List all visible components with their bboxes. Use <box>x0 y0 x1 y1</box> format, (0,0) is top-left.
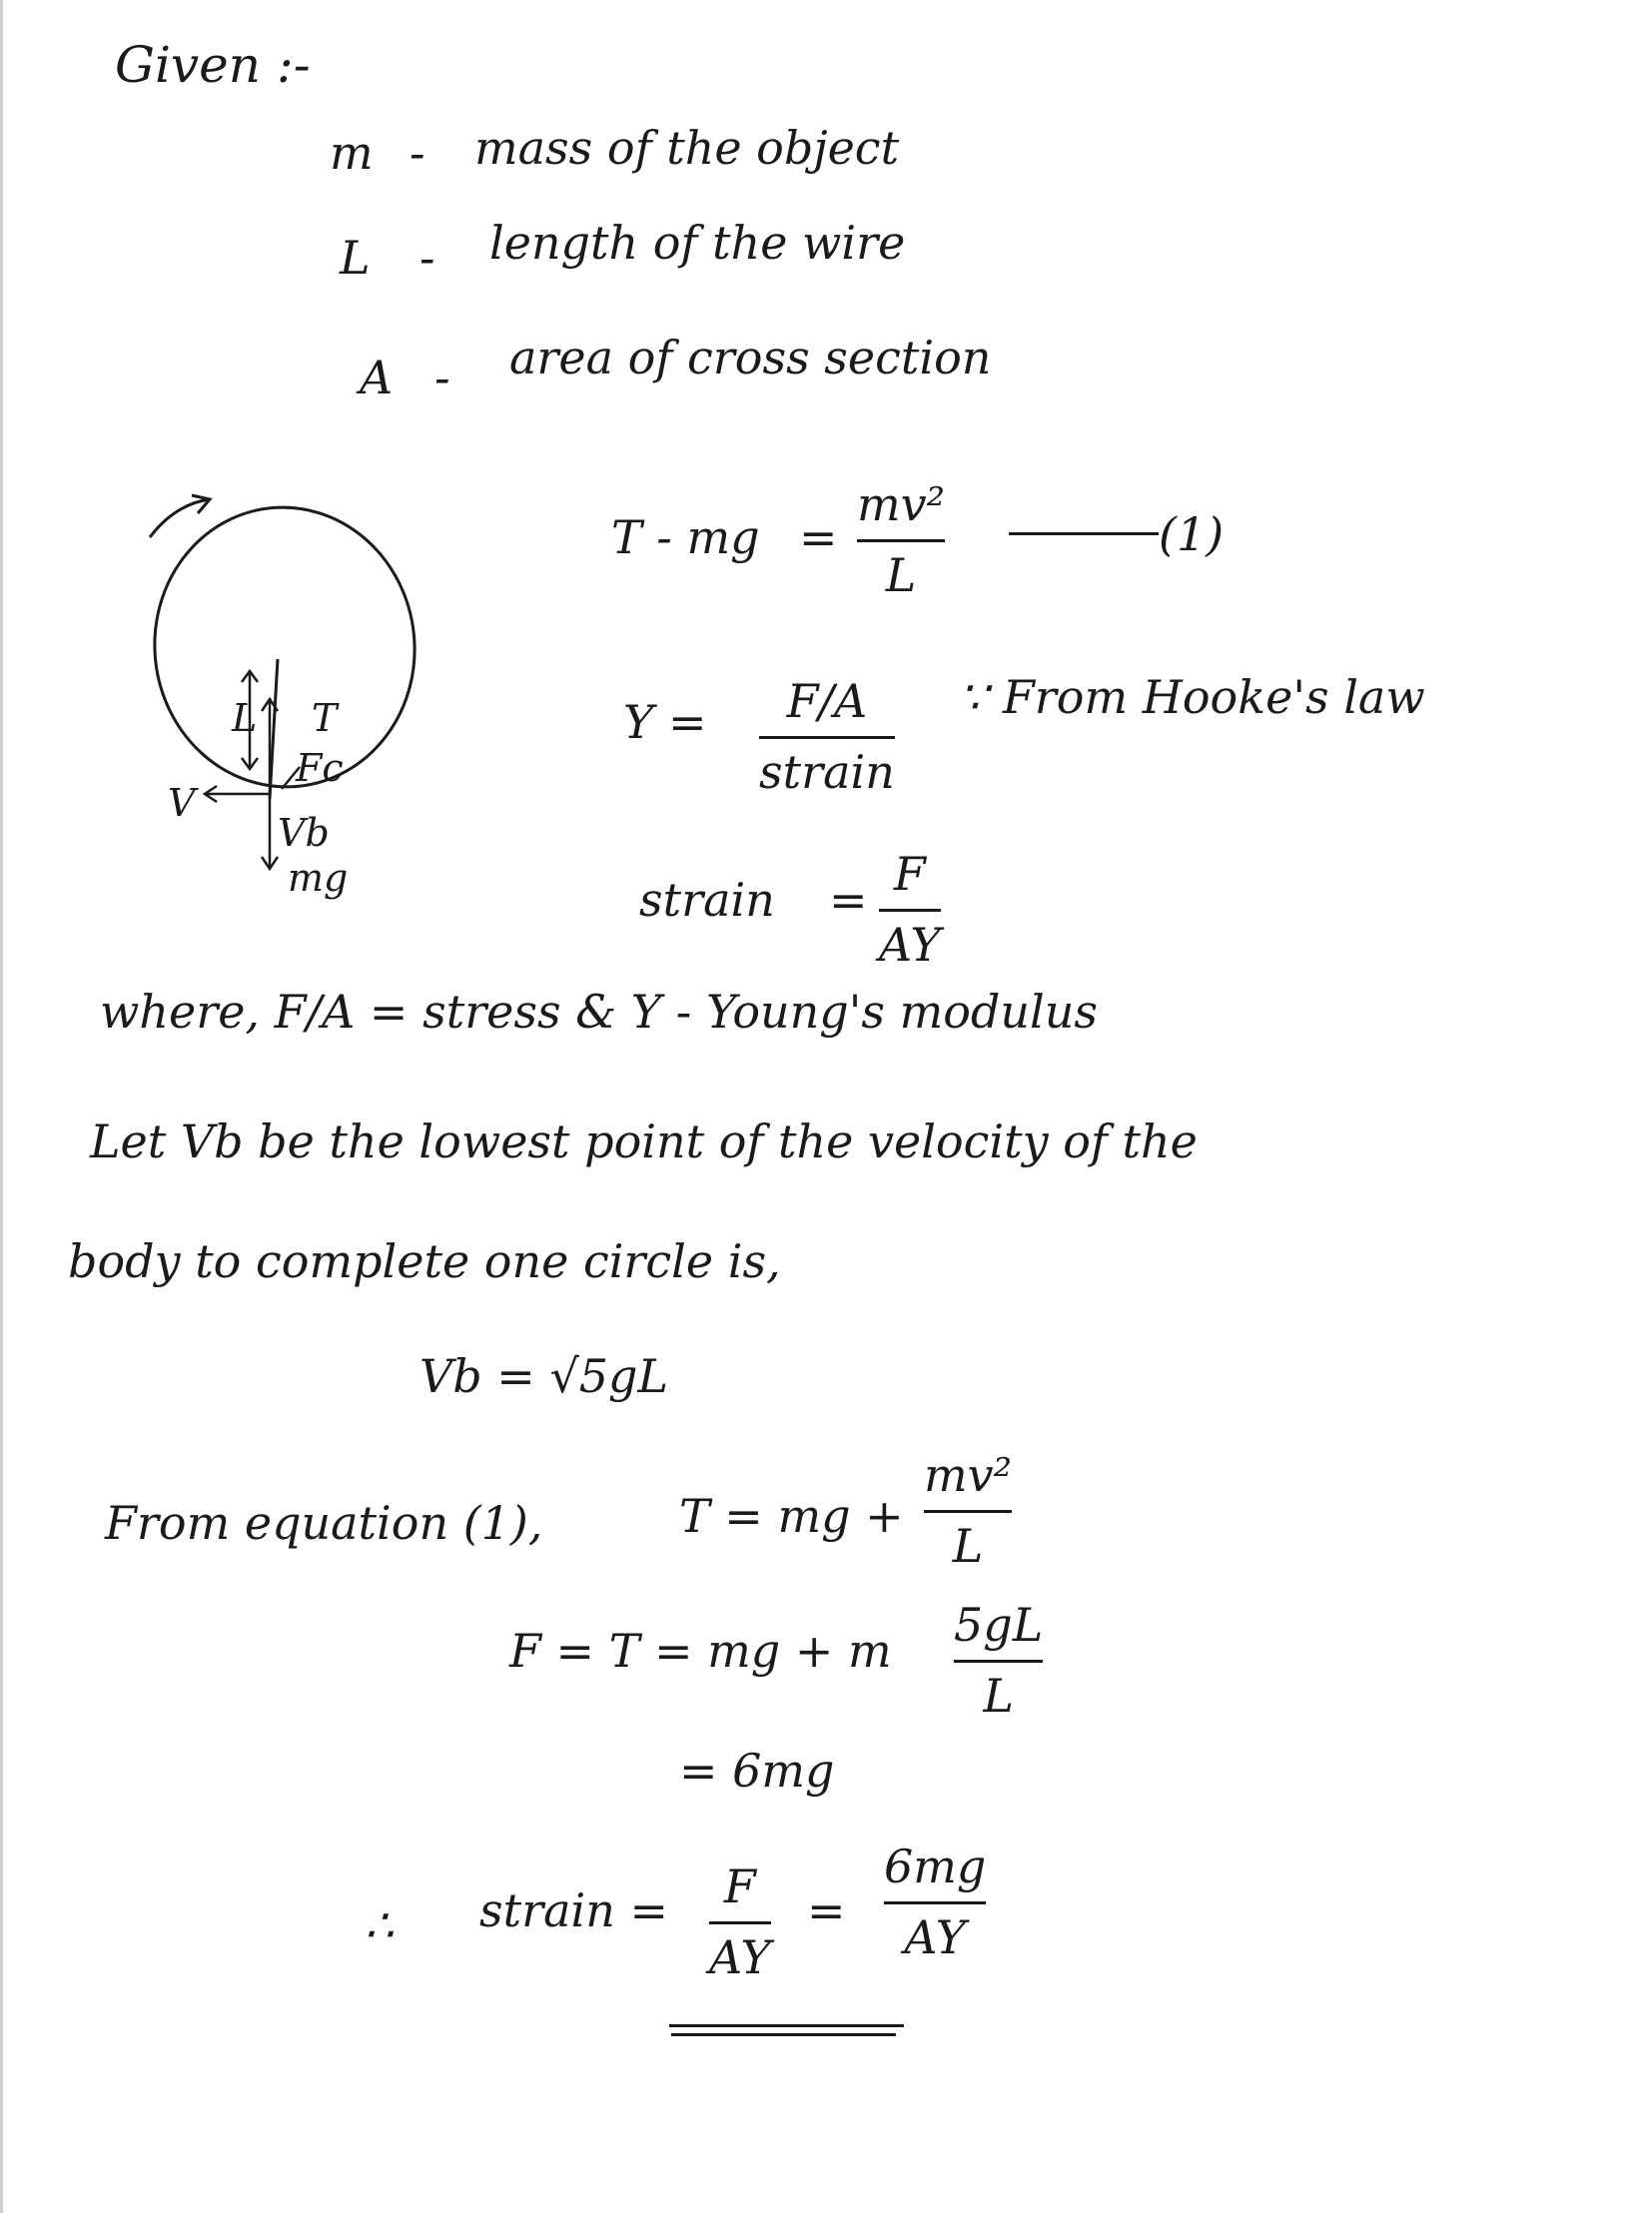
final-fraction-1 <box>709 1859 771 1984</box>
six-mg: = 6mg <box>679 1744 835 1798</box>
from-eq-lhs: T = mg + <box>679 1489 904 1543</box>
f-eq-num: 5gL <box>954 1598 1044 1652</box>
diagram-label-v: V <box>168 781 196 825</box>
young-den: strain <box>759 745 895 799</box>
young-fraction <box>759 674 895 799</box>
fraction-bar <box>954 1660 1043 1663</box>
eq1-equals: = <box>799 510 838 564</box>
diagram-label-t: T <box>312 696 338 740</box>
eq1-leader-line <box>1009 532 1159 535</box>
strain-den: AY <box>879 918 941 972</box>
hookes-law-note: ∵ From Hooke's law <box>959 670 1425 724</box>
given-symbol-a: A <box>360 351 394 404</box>
fraction-bar <box>924 1510 1012 1513</box>
given-dash-l: - <box>419 231 435 285</box>
from-eq-lead: From equation (1), <box>105 1496 543 1550</box>
eq1-tag: (1) <box>1159 507 1225 561</box>
diagram-label-mg: mg <box>288 856 349 900</box>
strain-num: F <box>893 847 926 901</box>
from-eq-num: mv² <box>924 1448 1013 1502</box>
heading: Given :- <box>115 36 311 94</box>
diagram-label-l: L <box>232 696 258 740</box>
final-den-1: AY <box>709 1930 771 1984</box>
final-den-2: AY <box>904 1910 967 1964</box>
fraction-bar <box>709 1921 771 1924</box>
f-eq-lhs: F = T = mg + m <box>509 1624 892 1678</box>
strain-fraction <box>879 847 941 972</box>
eq1-lhs: T - mg <box>611 510 760 564</box>
closing-underline-1 <box>669 2024 904 2027</box>
from-eq-den: L <box>952 1519 984 1573</box>
closing-underline-2 <box>671 2033 896 2036</box>
rotation-arrow-icon <box>150 499 210 537</box>
strain-equals: = <box>829 873 868 927</box>
vb-text-line-2: body to complete one circle is, <box>68 1234 781 1288</box>
from-eq-fraction <box>924 1448 1012 1573</box>
final-lhs: strain = <box>479 1883 669 1937</box>
given-dash-m: - <box>410 126 425 180</box>
strain-lhs: strain <box>639 873 775 927</box>
circle-path <box>141 494 428 800</box>
given-desc-l: length of the wire <box>489 216 906 270</box>
therefore-symbol: ∴ <box>365 1898 395 1952</box>
eq1-den: L <box>885 548 917 602</box>
f-eq-den: L <box>983 1669 1014 1723</box>
final-equals: = <box>807 1883 846 1937</box>
diagram-label-fc: Fc <box>296 746 344 790</box>
vb-text-line-1: Let Vb be the lowest point of the velocity of the <box>90 1114 1198 1168</box>
given-desc-a: area of cross section <box>509 331 992 384</box>
final-fraction-2 <box>884 1840 986 1964</box>
eq1-num: mv² <box>857 477 946 531</box>
given-desc-m: mass of the object <box>474 121 900 175</box>
final-num-2: 6mg <box>884 1840 987 1893</box>
final-num-1: F <box>723 1859 756 1913</box>
fraction-bar <box>759 736 895 739</box>
young-lhs: Y = <box>623 695 707 749</box>
eq1-fraction <box>857 477 945 602</box>
given-symbol-l: L <box>340 231 371 285</box>
diagram-label-vb: Vb <box>278 811 330 855</box>
vb-equation: Vb = √5gL <box>419 1349 669 1403</box>
where-line: where, F/A = stress & Y - Young's modulus <box>100 985 1098 1039</box>
given-dash-a: - <box>434 351 450 404</box>
fraction-bar <box>884 1901 986 1904</box>
fraction-bar <box>857 539 945 542</box>
given-symbol-m: m <box>330 126 374 180</box>
young-num: F/A <box>786 674 868 728</box>
fraction-bar <box>879 909 941 912</box>
f-eq-fraction <box>954 1598 1043 1723</box>
